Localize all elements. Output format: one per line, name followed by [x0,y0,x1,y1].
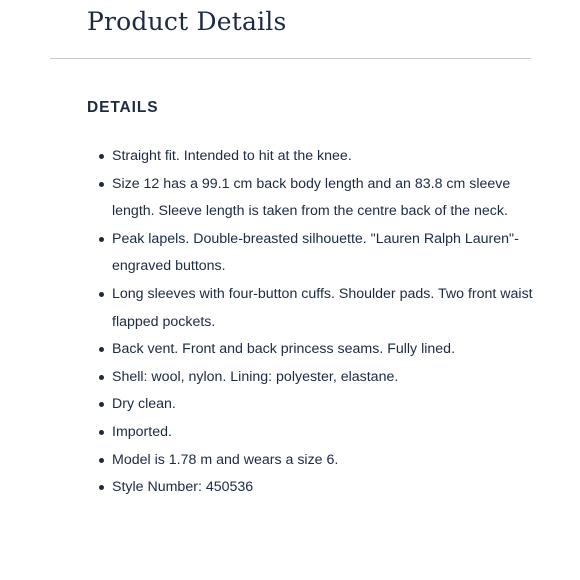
bullet-icon [99,485,104,490]
bullet-icon [99,154,104,159]
list-item-text: Size 12 has a 99.1 cm back body length and an 83.8 cm sleeve length. Sleeve length is taken from the centre back of the neck. [112,175,511,220]
list-item [112,447,552,475]
details-heading: DETAILS [87,99,159,116]
list-item-text: Model is 1.78 m and wears a size 6. [112,451,339,468]
list-item [112,281,552,336]
bullet-icon [99,237,104,242]
bullet-icon [99,402,104,407]
bullet-icon [99,375,104,380]
list-item [112,143,552,171]
list-item [112,226,552,281]
details-list [112,143,552,502]
bullet-icon [99,458,104,463]
list-item-text: Back vent. Front and back princess seams. Fully lined. [112,341,456,358]
list-item [112,391,552,419]
list-item-text: Style Number: 450536 [112,479,254,496]
bullet-icon [99,182,104,187]
list-item [112,364,552,392]
list-item-text: Peak lapels. Double-breasted silhouette. "Lauren Ralph Lauren"-engraved buttons. [112,230,519,275]
bullet-icon [99,292,104,297]
list-item-text: Long sleeves with four-button cuffs. Shoulder pads. Two front waist flapped pockets. [112,285,533,330]
list-item-text: Dry clean. [112,396,176,413]
list-item [112,336,552,364]
list-item-text: Straight fit. Intended to hit at the knee. [112,148,352,164]
page-title: Product Details [87,7,287,36]
list-item [112,474,552,502]
list-item-text: Imported. [112,423,172,440]
bullet-icon [99,347,104,352]
bullet-icon [99,430,104,435]
list-item [112,171,552,226]
list-item [112,419,552,447]
list-item-text: Shell: wool, nylon. Lining: polyester, elastane. [112,368,399,385]
divider [50,58,531,59]
